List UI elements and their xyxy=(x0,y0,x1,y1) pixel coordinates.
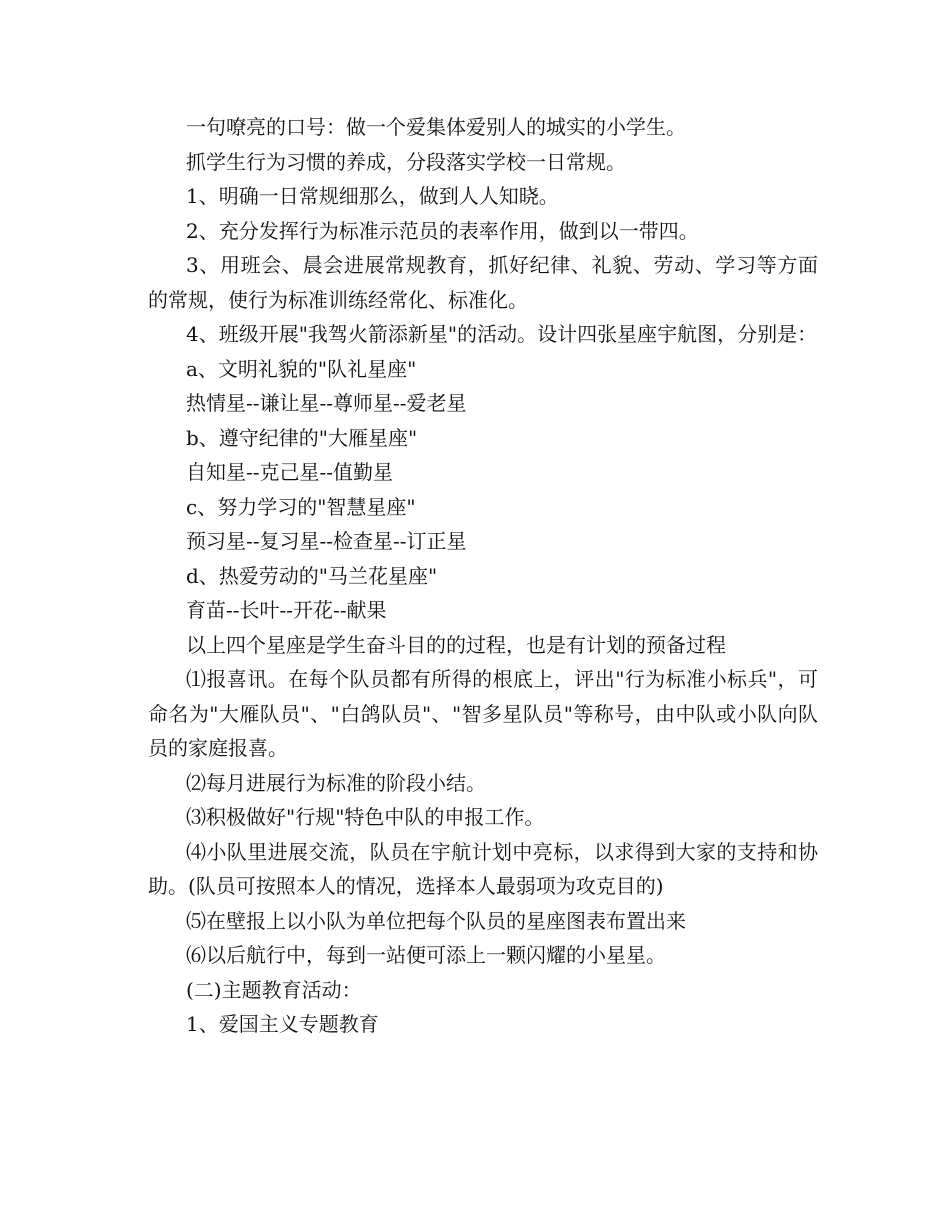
paragraph: ⑴报喜讯。在每个队员都有所得的根底上，评出"行为标准小标兵"，可命名为"大雁队员"、"白鸽队员"、"智多星队员"等称号，由中队或小队向队员的家庭报喜。 xyxy=(148,667,818,760)
paragraph: d、热爱劳动的"马兰花星座" xyxy=(186,563,438,588)
paragraph: ⑵每月进展行为标准的阶段小结。 xyxy=(186,770,486,795)
paragraph: (二)主题教育活动： xyxy=(186,977,362,1002)
paragraph: 热情星--谦让星--尊师星--爱老星 xyxy=(186,391,467,415)
paragraph: ⑹以后航行中，每到一站便可添上一颗闪耀的小星星。 xyxy=(186,943,666,967)
paragraph: 4、班级开展"我驾火箭添新星"的活动。设计四张星座宇航图，分别是： xyxy=(186,322,818,346)
paragraph: ⑷小队里进展交流，队员在宇航计划中亮标，以求得到大家的支持和协助。(队员可按照本人的情况，选择本人最弱项为攻克目的) xyxy=(148,839,818,898)
paragraph: a、文明礼貌的"队礼星座" xyxy=(186,356,417,381)
paragraph: 育苗--长叶--开花--献果 xyxy=(186,598,387,622)
paragraph: 抓学生行为习惯的养成，分段落实学校一日常规。 xyxy=(186,149,626,174)
paragraph: ⑸在壁报上以小队为单位把每个队员的星座图表布置出来 xyxy=(186,908,686,933)
paragraph: b、遵守纪律的"大雁星座" xyxy=(186,425,418,450)
paragraph: 自知星--克己星--值勤星 xyxy=(186,460,394,484)
paragraph: 3、用班会、晨会进展常规教育，抓好纪律、礼貌、劳动、学习等方面的常规，使行为标准训练经常化、标准化。 xyxy=(148,253,818,312)
paragraph: 以上四个星座是学生奋斗目的的过程，也是有计划的预备过程 xyxy=(186,632,726,657)
paragraph: 一句嘹亮的口号：做一个爱集体爱别人的城实的小学生。 xyxy=(186,115,686,139)
paragraph: 1、爱国主义专题教育 xyxy=(186,1012,379,1036)
paragraph: 2、充分发挥行为标准示范员的表率作用，做到以一带四。 xyxy=(186,218,699,243)
paragraph: 1、明确一日常规细那么，做到人人知晓。 xyxy=(186,184,559,208)
paragraph: c、努力学习的"智慧星座" xyxy=(186,494,416,519)
document-body xyxy=(148,110,818,1042)
paragraph: ⑶积极做好"行规"特色中队的申报工作。 xyxy=(186,805,545,829)
paragraph: 预习星--复习星--检查星--订正星 xyxy=(186,529,467,553)
